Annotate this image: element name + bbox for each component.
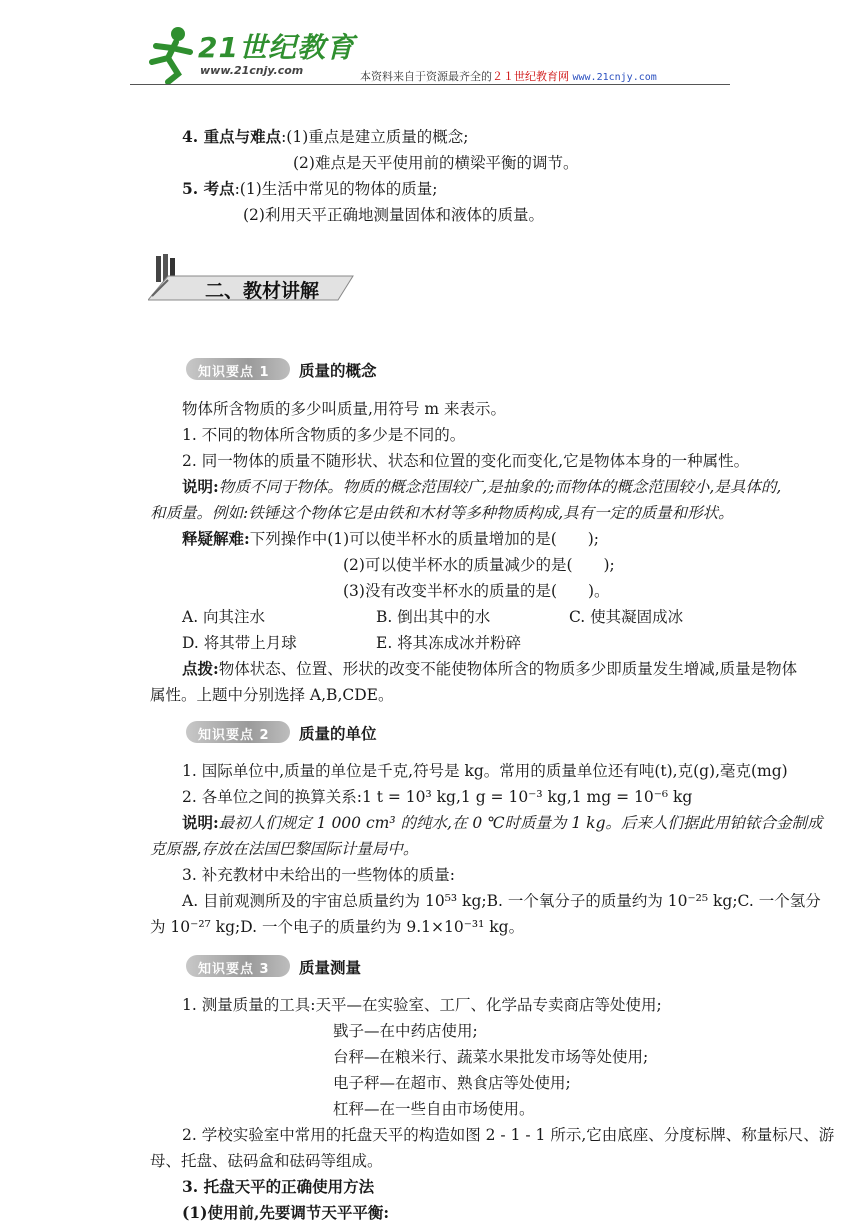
header-note-url[interactable]: www.21cnjy.com <box>572 72 657 83</box>
logo-text: 21世纪教育 <box>198 31 355 64</box>
intro-line-1 <box>182 126 468 148</box>
kp3-p4: 电子秤—在超市、熟食店等处使用; <box>333 1074 571 1092</box>
kp1-p1: 物体所含物质的多少叫质量,用符号 m 来表示。 <box>182 400 506 418</box>
kp1-question-label: 释疑解难: <box>182 529 250 548</box>
kp1-note-1 <box>182 476 781 498</box>
section-title: 二、教材讲解 <box>205 280 320 302</box>
kp3-p7: 母、托盘、砝码盒和砝码等组成。 <box>150 1152 383 1170</box>
kp1-title: 质量的概念 <box>299 362 377 380</box>
kp1-tip-label: 点拨: <box>182 659 219 678</box>
kp1-tip-text: 物体状态、位置、形状的改变不能使物体所含的物质多少即质量发生增减,质量是物体 <box>218 660 798 678</box>
kp1-option-e: E. 将其冻成冰并粉碎 <box>376 634 522 652</box>
kp2-p5: 为 10⁻²⁷ kg;D. 一个电子的质量约为 9.1×10⁻³¹ kg。 <box>150 918 525 936</box>
kp3-badge-label: 知识要点 3 <box>198 962 270 977</box>
kp1-p2: 1. 不同的物体所含物质的多少是不同的。 <box>182 426 466 444</box>
kp1-question-2: (2)可以使半杯水的质量减少的是( ); <box>343 556 615 574</box>
kp2-note-text: 最初人们规定 1 000 cm³ 的纯水,在 0 ℃时质量为 1 kg。后来人们据此用铂铱合金制成 <box>218 814 823 832</box>
kp1-note-label: 说明: <box>182 477 219 496</box>
header-note <box>360 68 657 84</box>
kp1-question-1 <box>182 528 599 550</box>
kp2-p3: 3. 补充教材中未给出的一些物体的质量: <box>182 866 455 884</box>
kp2-p2: 2. 各单位之间的换算关系:1 t = 10³ kg,1 g = 10⁻³ kg,1 mg = 10⁻⁶ kg <box>182 788 693 806</box>
kp3-p9: (1)使用前,先要调节天平平衡: <box>182 1203 390 1222</box>
kp2-title: 质量的单位 <box>299 725 377 743</box>
kp3-p3: 台秤—在粮米行、蔬菜水果批发市场等处使用; <box>333 1048 649 1066</box>
logo-url: www.21cnjy.com <box>200 64 304 77</box>
intro-line-3 <box>182 178 437 200</box>
kp3-p2: 戥子—在中药店使用; <box>333 1022 478 1040</box>
kp2-badge-label: 知识要点 2 <box>198 728 270 743</box>
kp3-p8: 3. 托盘天平的正确使用方法 <box>182 1177 375 1196</box>
kp3-p6: 2. 学校实验室中常用的托盘天平的构造如图 2 - 1 - 1 所示,它由底座、分度标牌、称量标尺、游 <box>182 1126 835 1144</box>
kp2-note-2: 克原器,存放在法国巴黎国际计量局中。 <box>150 840 419 858</box>
kp2-note-label: 说明: <box>182 813 219 832</box>
header-divider <box>130 84 730 85</box>
kp3-p5: 杠秤—在一些自由市场使用。 <box>333 1100 535 1118</box>
intro-line-4: (2)利用天平正确地测量固体和液体的质量。 <box>243 206 544 224</box>
kp3-p1: 1. 测量质量的工具:天平—在实验室、工厂、化学品专卖商店等处使用; <box>182 996 662 1014</box>
intro-key-label: 4. 重点与难点 <box>182 127 282 146</box>
kp2-note-1 <box>182 812 823 834</box>
kp1-badge-label: 知识要点 1 <box>198 365 270 380</box>
kp2-p1: 1. 国际单位中,质量的单位是千克,符号是 kg。常用的质量单位还有吨(t),克(g),毫克(mg) <box>182 762 788 780</box>
kp1-question-text: 下列操作中(1)可以使半杯水的质量增加的是( ); <box>249 530 600 548</box>
kp1-option-a: A. 向其注水 <box>182 608 266 626</box>
intro-exam-label: 5. 考点 <box>182 179 235 198</box>
intro-key-text: :(1)重点是建立质量的概念; <box>281 128 469 146</box>
intro-exam-text: :(1)生活中常见的物体的质量; <box>234 180 438 198</box>
kp1-note-text: 物质不同于物体。物质的概念范围较广,是抽象的;而物体的概念范围较小,是具体的, <box>218 478 782 496</box>
kp2-p4: A. 目前观测所及的宇宙总质量约为 10⁵³ kg;B. 一个氧分子的质量约为 10⁻²⁵ kg;C. 一个氢分 <box>182 892 821 910</box>
kp1-question-3: (3)没有改变半杯水的质量的是( )。 <box>343 582 610 600</box>
header-note-text: 本资料来自于资源最齐全的 <box>360 70 492 83</box>
kp1-option-b: B. 倒出其中的水 <box>376 608 491 626</box>
kp1-tip-1 <box>182 658 797 680</box>
header-note-site: ２１世纪教育网 <box>492 70 569 83</box>
kp1-tip-2: 属性。上题中分别选择 A,B,CDE。 <box>150 686 394 704</box>
kp1-note-2: 和质量。例如:铁锤这个物体它是由铁和木材等多种物质构成,具有一定的质量和形状。 <box>150 504 734 522</box>
kp1-p3: 2. 同一物体的质量不随形状、状态和位置的变化而变化,它是物体本身的一种属性。 <box>182 452 750 470</box>
kp1-option-d: D. 将其带上月球 <box>182 634 297 652</box>
kp1-option-c: C. 使其凝固成冰 <box>569 608 684 626</box>
kp3-title: 质量测量 <box>299 959 362 977</box>
intro-line-2: (2)难点是天平使用前的横梁平衡的调节。 <box>293 154 579 172</box>
